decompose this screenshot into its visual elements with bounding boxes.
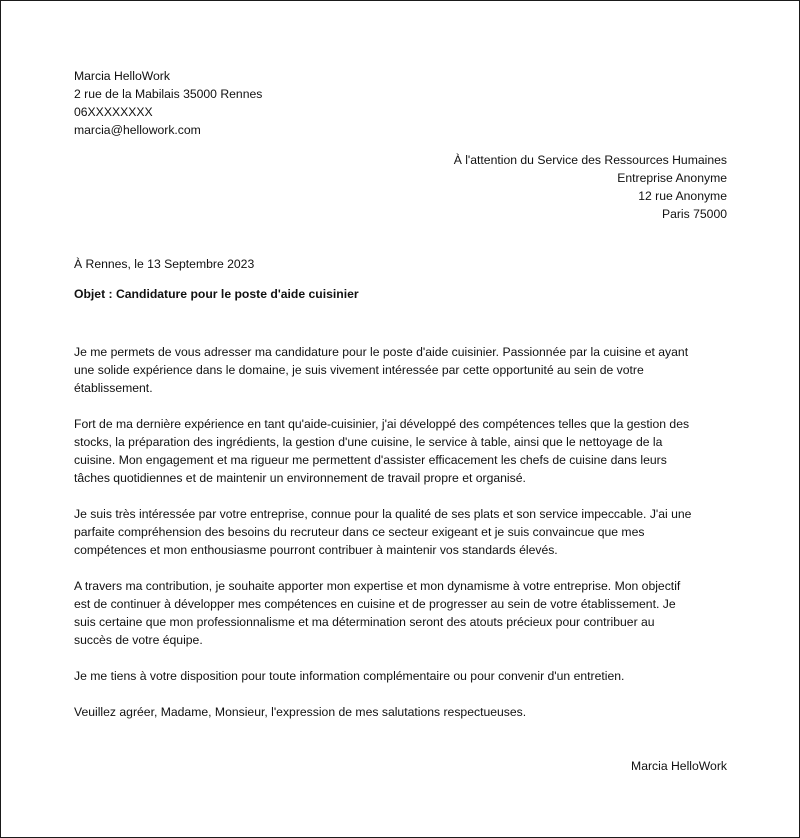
paragraph-line: A travers ma contribution, je souhaite apporter mon expertise et mon dynamisme à votre entreprise. Mon objectif: [74, 579, 681, 593]
paragraph-line: Je me permets de vous adresser ma candidature pour le poste d'aide cuisinier. Passionnée par la cuisine et ayant: [74, 345, 689, 359]
paragraph-line: cuisine. Mon engagement et ma rigueur me permettent d'assister efficacement les chefs de cuisine dans leurs: [74, 453, 667, 467]
recipient-attention: À l'attention du Service des Ressources Humaines: [453, 153, 727, 167]
paragraph-line: est de continuer à développer mes compétences en cuisine et de progresser au sein de votre établissement. Je: [74, 597, 676, 611]
paragraph-line: compétences et mon enthousiasme pourront contribuer à maintenir vos standards élevés.: [74, 543, 558, 557]
paragraph-line: parfaite compréhension des besoins du recruteur dans ce secteur exigeant et je suis convaincue que mes: [74, 525, 645, 539]
paragraph-line: Fort de ma dernière expérience en tant qu'aide-cuisinier, j'ai développé des compétences telles que la gestion des: [74, 417, 690, 431]
paragraph-line: succès de votre équipe.: [74, 633, 203, 647]
paragraph-line: tâches quotidiennes et de maintenir un environnement de travail propre et organisé.: [74, 471, 526, 485]
date-line: À Rennes, le 13 Septembre 2023: [74, 257, 255, 271]
sender-block: [74, 67, 262, 139]
sender-phone: 06XXXXXXXX: [74, 105, 153, 119]
letter-body: [74, 343, 734, 739]
recipient-company: Entreprise Anonyme: [617, 171, 727, 185]
paragraph-line: une solide expérience dans le domaine, je suis vivement intéressée par cette opportunité au sein de votre: [74, 363, 644, 377]
subject-line: Objet : Candidature pour le poste d'aide cuisinier: [74, 287, 359, 301]
sender-name: Marcia HelloWork: [74, 69, 170, 83]
recipient-city: Paris 75000: [661, 207, 727, 221]
paragraph: [74, 343, 734, 397]
paragraph: [74, 703, 734, 721]
paragraph: [74, 505, 734, 559]
paragraph-line: Je me tiens à votre disposition pour toute information complémentaire ou pour convenir d'un entretien.: [74, 669, 625, 683]
sender-address: 2 rue de la Mabilais 35000 Rennes: [74, 87, 263, 101]
paragraph-line: établissement.: [74, 381, 153, 395]
paragraph-line: suis certaine que mon professionnalisme et ma détermination seront des atouts précieux pour contribuer au: [74, 615, 655, 629]
sender-email: marcia@hellowork.com: [74, 123, 201, 137]
paragraph-line: Je suis très intéressée par votre entreprise, connue pour la qualité de ses plats et son service impeccable. J'ai une: [74, 507, 692, 521]
paragraph-line: stocks, la préparation des ingrédients, la gestion d'une cuisine, le service à table, ainsi que le nettoyage de la: [74, 435, 663, 449]
recipient-street: 12 rue Anonyme: [638, 189, 727, 203]
paragraph: [74, 667, 734, 685]
signature: Marcia HelloWork: [631, 759, 727, 773]
recipient-block: [454, 151, 727, 223]
paragraph: [74, 415, 734, 487]
paragraph-line: Veuillez agréer, Madame, Monsieur, l'expression de mes salutations respectueuses.: [74, 705, 527, 719]
paragraph: [74, 577, 734, 649]
